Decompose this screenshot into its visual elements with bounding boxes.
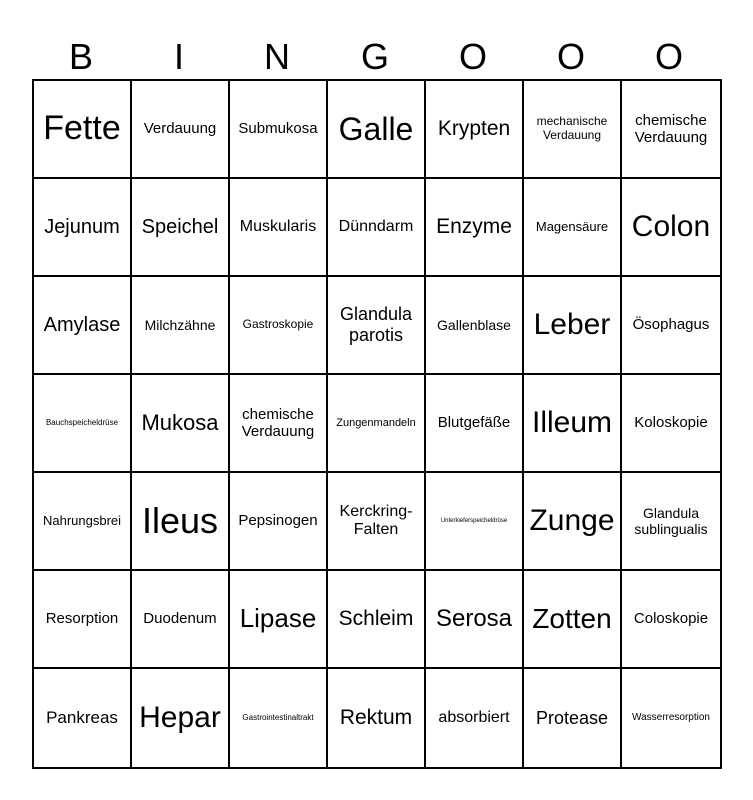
bingo-cell-label: Mukosa [141,410,219,436]
header-letter: G [360,36,389,77]
bingo-cell[interactable] [622,277,720,375]
header-letter: O [556,36,585,77]
bingo-cell[interactable] [622,571,720,669]
bingo-cell-label: Galle [338,110,414,147]
bingo-cell[interactable] [524,571,622,669]
bingo-cell-label: Gastrointestinaltrakt [242,713,314,723]
bingo-cell[interactable] [622,375,720,473]
bingo-cell[interactable] [524,669,622,767]
bingo-cell[interactable] [328,277,426,375]
bingo-cell[interactable] [328,669,426,767]
bingo-cell[interactable] [230,473,328,571]
bingo-cell[interactable] [132,571,230,669]
bingo-cell-label: Blutgefäße [437,414,511,432]
bingo-cell[interactable] [622,81,720,179]
bingo-cell-label: Illeum [531,405,613,439]
bingo-cell[interactable] [524,277,622,375]
bingo-cell[interactable] [426,277,524,375]
bingo-cell[interactable] [622,669,720,767]
bingo-cell[interactable] [34,473,132,571]
bingo-cell-label: Schleim [338,606,414,630]
header-letter: B [68,36,93,77]
bingo-cell-label: absorbiert [438,708,510,726]
bingo-cell[interactable] [328,571,426,669]
bingo-cell[interactable] [328,375,426,473]
bingo-cell[interactable] [132,179,230,277]
bingo-cell[interactable] [426,669,524,767]
bingo-cell-label: Muskularis [239,217,317,235]
bingo-cell-label: mechanische Verdauung [536,114,608,142]
bingo-cell-label: Ösophagus [632,316,710,334]
bingo-cell-label: Hepar [139,700,221,734]
bingo-cell[interactable] [34,669,132,767]
bingo-card-grid [32,79,722,769]
bingo-cell-label: Pepsinogen [238,512,318,530]
bingo-cell[interactable] [132,473,230,571]
bingo-cell[interactable] [524,81,622,179]
bingo-cell[interactable] [426,473,524,571]
bingo-cell-label: Zotten [532,602,612,634]
bingo-cell[interactable] [34,179,132,277]
bingo-cell-label: Unterkieferspeicheldrüse [440,517,508,524]
bingo-cell-label: Leber [533,307,611,341]
bingo-cell-label: Dünndarm [338,217,414,235]
bingo-cell-label: Serosa [435,605,513,633]
bingo-cell[interactable] [34,375,132,473]
bingo-cell-label: chemische Verdauung [241,405,315,440]
bingo-cell-label: Wasserresorption [632,712,710,724]
bingo-cell[interactable] [328,81,426,179]
bingo-cell[interactable] [132,81,230,179]
bingo-cell-label: Magensäure [535,218,609,234]
header-letter: O [654,36,683,77]
bingo-cell[interactable] [230,277,328,375]
bingo-cell[interactable] [426,571,524,669]
bingo-cell[interactable] [328,473,426,571]
bingo-header [32,34,722,80]
bingo-cell-label: Zunge [529,503,615,537]
bingo-cell-label: Submukosa [238,120,318,138]
bingo-cell[interactable] [426,375,524,473]
bingo-cell[interactable] [132,277,230,375]
bingo-cell[interactable] [328,179,426,277]
bingo-cell-label: Bauchspeicheldrüse [45,418,119,428]
bingo-cell-label: Coloskopie [633,610,709,628]
bingo-cell-label: Resorption [45,610,119,628]
bingo-cell-label: chemische Verdauung [634,111,708,146]
bingo-cell-label: Glandula parotis [339,304,413,345]
bingo-cell[interactable] [230,375,328,473]
bingo-cell[interactable] [34,571,132,669]
bingo-cell[interactable] [622,179,720,277]
bingo-cell-label: Jejunum [44,215,120,238]
bingo-cell-label: Enzyme [436,214,512,238]
bingo-cell-label: Colon [631,209,711,243]
bingo-cell[interactable] [132,375,230,473]
bingo-cell-label: Verdauung [143,120,217,138]
bingo-cell[interactable] [34,277,132,375]
bingo-cell-label: Protease [535,707,609,728]
bingo-cell[interactable] [132,669,230,767]
bingo-cell-label: Duodenum [143,610,217,628]
bingo-cell-label: Koloskopie [634,414,708,432]
bingo-cell-label: Gallenblase [437,316,511,333]
bingo-cell[interactable] [622,473,720,571]
bingo-cell-label: Fette [43,109,121,148]
bingo-cell-label: Lipase [239,603,317,634]
bingo-cell[interactable] [230,571,328,669]
bingo-cell[interactable] [524,473,622,571]
bingo-cell-label: Nahrungsbrei [42,512,122,528]
bingo-cell[interactable] [230,179,328,277]
bingo-cell[interactable] [426,179,524,277]
bingo-cell-label: Milchzähne [144,316,216,333]
bingo-cell[interactable] [426,81,524,179]
header-letter: N [264,36,290,77]
bingo-cell-label: Zungenmandeln [336,416,416,429]
bingo-cell-label: Krypten [437,116,511,140]
bingo-cell-label: Rektum [339,705,413,729]
header-letter: O [458,36,487,77]
bingo-cell[interactable] [230,81,328,179]
bingo-cell-label: Amylase [43,313,121,336]
header-letter: I [173,36,184,77]
bingo-cell[interactable] [524,179,622,277]
bingo-cell-label: Gastroskopie [242,317,314,332]
bingo-cell[interactable] [34,81,132,179]
bingo-cell[interactable] [230,669,328,767]
bingo-cell-label: Kerckring-Falten [339,502,413,538]
bingo-cell[interactable] [524,375,622,473]
bingo-cell-label: Ileus [141,500,219,542]
bingo-cell-label: Pankreas [46,708,118,728]
bingo-cell-label: Glandula sublingualis [634,504,708,537]
bingo-cell-label: Speichel [141,215,219,238]
